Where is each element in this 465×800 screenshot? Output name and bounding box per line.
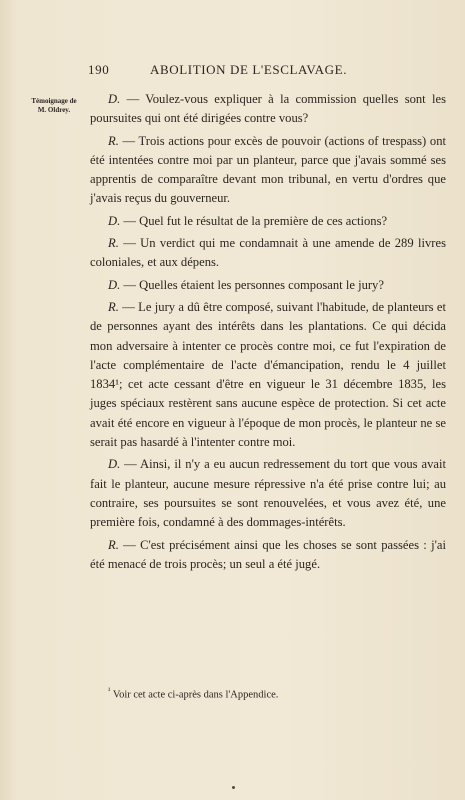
paragraph-text: — C'est précisément ainsi que les choses se sont passées : j'ai été menacé de trois procès; un seul a été jugé. <box>90 537 446 571</box>
speaker-label: R. <box>108 537 119 552</box>
paragraph <box>90 536 446 575</box>
footnote <box>108 684 448 703</box>
footnote-text: Voir cet acte ci-après dans l'Appendice. <box>110 689 279 701</box>
speaker-label: D. <box>108 213 121 228</box>
speaker-label: R. <box>108 236 119 251</box>
ink-speck <box>232 786 235 789</box>
paragraph <box>90 90 446 129</box>
paragraph-text: — Le jury a dû être composé, suivant l'habitude, de planteurs et de personnes ayant des intérêts dans les plantations. Ce qui décida mon adversaire à intenter ce procès contre moi, ce fut l'expiration de l'acte complémentaire de l'acte d'émancipation, rendu le 4 juillet 1834¹; cet acte cessant d'être en vigueur le 31 décembre 1835, les juges spéciaux restèrent sans aucune espèce de protection. Si cet acte avait été encore en vigueur à l'époque de mon procès, le planteur ne se serait pas hasardé à l'intenter contre moi. <box>90 299 446 450</box>
paragraph <box>90 212 446 231</box>
paragraph-text: — Ainsi, il n'y a eu aucun redressement du tort que vous avait fait le planteur, aucune mesure répressive n'a été prise contre lui; au contraire, ses poursuites se sont renouvelées, et vous avez été, une première fois, condamné à des dommages-intérêts. <box>90 457 446 530</box>
paragraph <box>90 234 446 273</box>
paragraph-text: — Trois actions pour excès de pouvoir (actions of trespass) ont été intentées contre moi par un planteur, parce que j'avais sommé ses apprentis de comparaître devant mon tribunal, en vertu d'ordres que j'avais reçus du gouverneur. <box>90 133 446 206</box>
body-text <box>90 90 446 577</box>
page-number: 190 <box>88 62 110 77</box>
footnote-marker: ¹ <box>108 686 111 695</box>
speaker-label: D. <box>108 92 121 106</box>
paragraph-text: — Quelles étaient les personnes composant le jury? <box>120 277 384 292</box>
margin-note: Témoignage de M. Oldrey. <box>31 97 77 114</box>
speaker-label: R. <box>108 133 119 148</box>
paragraph-text: — Un verdict qui me condamnait à une amende de 289 livres coloniales, et aux dépens. <box>90 236 446 270</box>
running-title: ABOLITION DE L'ESCLAVAGE. <box>150 62 348 77</box>
speaker-label: R. <box>108 299 119 314</box>
paragraph-text: — Quel fut le résultat de la première de ces actions? <box>120 213 388 228</box>
paragraph <box>90 455 446 532</box>
speaker-label: D. <box>108 277 121 292</box>
paragraph <box>90 276 446 295</box>
paragraph <box>90 298 446 452</box>
paragraph <box>90 132 446 209</box>
speaker-label: D. <box>108 457 121 472</box>
paragraph-text: — Voulez-vous expliquer à la commission quelles sont les poursuites qui ont été dirigées contre vous? <box>90 92 446 126</box>
